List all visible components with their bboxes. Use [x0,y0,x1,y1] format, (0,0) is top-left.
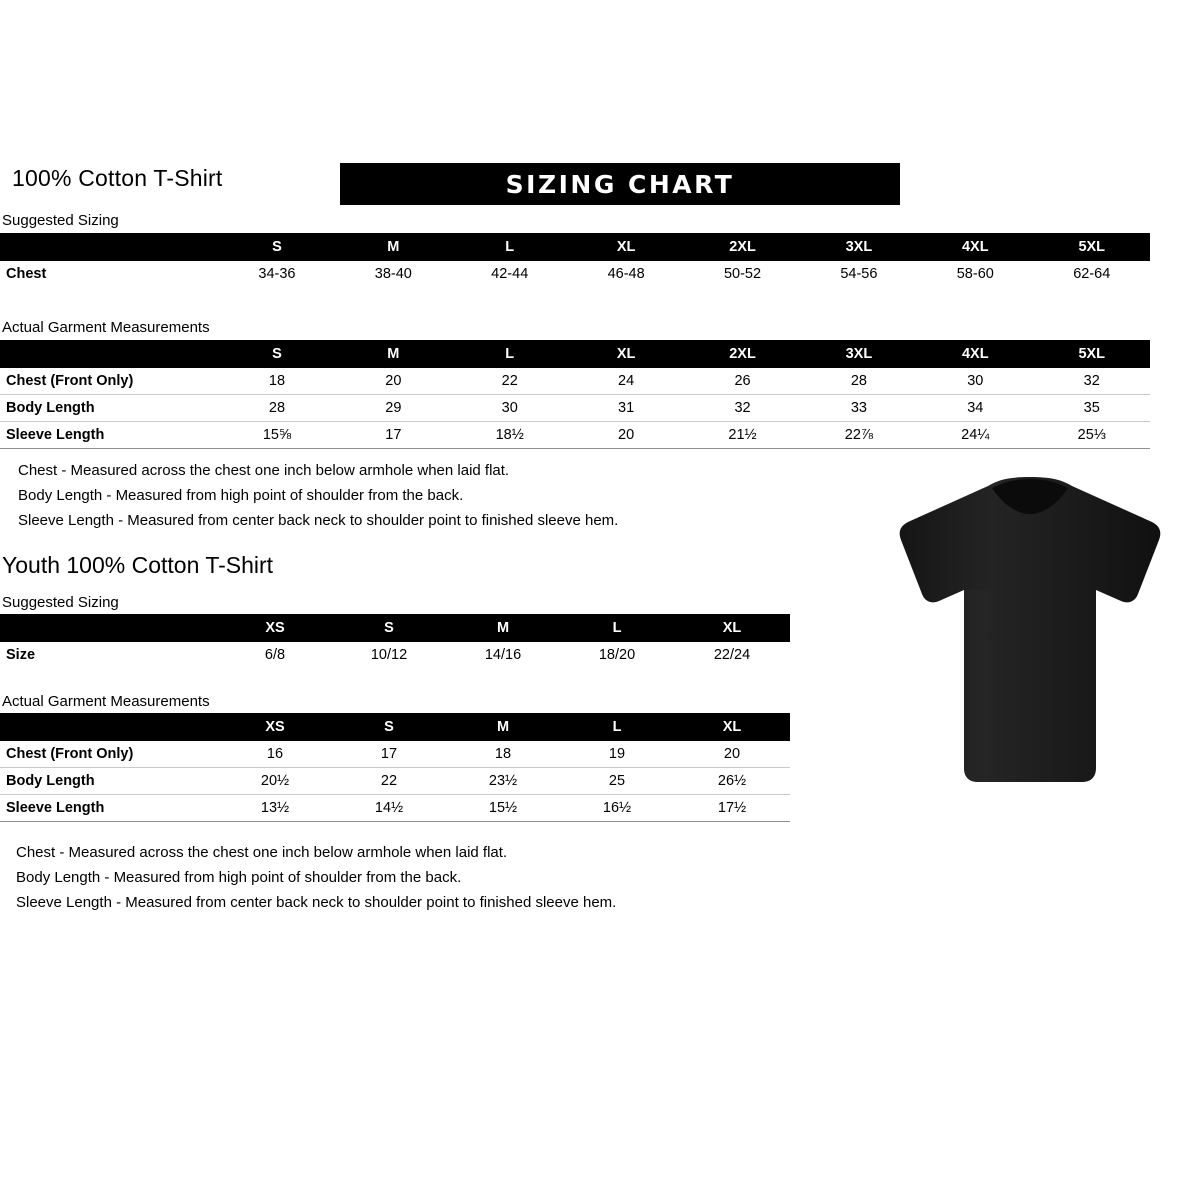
youth-suggested-sizing-label: Suggested Sizing [2,594,119,611]
table-cell: 16 [266,746,284,762]
column-header: XL [616,346,636,362]
table-cell: 24 [618,373,635,389]
adult-suggested-sizing-table [0,233,1150,287]
table-cell: 32 [1083,373,1100,389]
table-row [0,642,790,668]
table-cell: 14/16 [484,647,522,663]
youth-actual-measurements-label: Actual Garment Measurements [2,693,210,710]
table-cell: 30 [967,373,984,389]
table-cell: 34 [967,400,984,416]
table-row [0,795,790,822]
row-label: Body Length [6,400,95,416]
column-header: M [496,620,510,636]
table-cell: 29 [385,400,402,416]
table-cell: 25 [608,773,626,789]
column-header: S [384,719,394,735]
table-cell: 54-56 [840,266,878,282]
table-cell: 17½ [717,800,747,816]
table-cell: 62-64 [1073,266,1111,282]
table-cell: 50-52 [723,266,762,282]
table-cell: 33 [850,400,867,416]
column-header: 3XL [845,239,873,255]
row-label: Chest (Front Only) [6,746,134,762]
column-header [0,233,219,261]
column-header: XL [722,620,742,636]
table-cell: 20 [723,746,741,762]
table-header-row [0,233,1150,261]
youth-measurement-notes [16,840,616,915]
table-header-row [0,340,1150,368]
table-cell: 30 [501,400,518,416]
table-cell: 38-40 [374,266,412,282]
table-cell: 28 [268,400,286,416]
table-row [0,368,1150,395]
column-header: 4XL [961,239,989,255]
table-cell: 22 [380,773,398,789]
row-label: Chest [6,266,47,282]
table-cell: 17 [380,746,398,762]
note-line: Sleeve Length - Measured from center back neck to shoulder point to finished sleeve hem. [18,512,619,529]
column-header: XL [722,719,742,735]
adult-section-title: 100% Cotton T-Shirt [12,165,223,191]
column-header: L [505,239,515,255]
column-header: XS [265,719,285,735]
table-cell: 20 [618,427,635,443]
column-header: 2XL [729,346,756,362]
table-cell: 18/20 [598,647,636,663]
row-label: Chest (Front Only) [6,373,134,389]
table-cell: 46-48 [607,266,645,282]
table-cell: 18 [494,746,512,762]
column-header [0,614,218,642]
row-label: Sleeve Length [6,800,105,816]
tshirt-illustration [880,470,1180,810]
table-cell: 15⅝ [262,427,292,443]
column-header: 3XL [845,346,873,362]
table-row [0,768,790,795]
note-line: Sleeve Length - Measured from center back neck to shoulder point to finished sleeve hem. [16,894,617,911]
column-header: M [496,719,510,735]
row-label: Sleeve Length [6,427,105,443]
table-cell: 28 [850,373,867,389]
table-cell: 34-36 [258,266,296,282]
column-header: S [384,620,394,636]
table-cell: 20 [385,373,402,389]
table-cell: 20½ [260,773,290,789]
tshirt-icon [880,470,1180,810]
row-label: Body Length [6,773,95,789]
table-cell: 31 [618,400,635,416]
row-label: Size [6,647,36,663]
column-header: 4XL [961,346,989,362]
table-cell: 21½ [728,427,757,443]
column-header: L [505,346,515,362]
sizing-chart-banner: SIZING CHART [340,163,900,205]
table-cell: 18 [268,373,286,389]
column-header: M [387,346,400,362]
table-cell: 22⅞ [844,427,874,443]
table-header-row [0,713,790,741]
column-header: L [612,719,622,735]
table-cell: 18½ [495,427,524,443]
table-cell: 13½ [260,800,290,816]
note-line: Chest - Measured across the chest one inch below armhole when laid flat. [18,462,510,479]
column-header: XL [616,239,636,255]
note-line: Body Length - Measured from high point of shoulder from the back. [16,869,462,886]
youth-suggested-sizing-table [0,614,790,668]
table-cell: 32 [734,400,751,416]
column-header: XS [265,620,285,636]
table-cell: 16½ [602,800,632,816]
table-cell: 42-44 [491,266,529,282]
table-cell: 19 [608,746,626,762]
table-cell: 14½ [374,800,404,816]
column-header [0,713,218,741]
column-header: 2XL [729,239,756,255]
column-header [0,340,219,368]
note-line: Body Length - Measured from high point of shoulder from the back. [18,487,464,504]
table-cell: 17 [385,427,402,443]
table-cell: 22 [501,373,518,389]
adult-measurement-notes [18,458,618,533]
column-header: S [272,239,282,255]
table-cell: 6/8 [264,647,286,663]
table-row [0,395,1150,422]
table-cell: 35 [1083,400,1100,416]
table-cell: 23½ [488,773,518,789]
table-row [0,261,1150,287]
table-cell: 24¼ [961,427,990,443]
column-header: 5XL [1078,239,1106,255]
table-row [0,741,790,768]
youth-actual-measurements-table [0,713,790,822]
table-cell: 25⅓ [1077,427,1106,443]
table-cell: 58-60 [956,266,994,282]
adult-suggested-sizing-label: Suggested Sizing [2,212,119,229]
table-header-row [0,614,790,642]
column-header: M [387,239,400,255]
youth-section-title: Youth 100% Cotton T-Shirt [2,552,274,578]
adult-actual-measurements-label: Actual Garment Measurements [2,319,210,336]
table-cell: 26½ [717,773,747,789]
table-cell: 26 [734,373,751,389]
table-cell: 10/12 [370,647,408,663]
table-row [0,422,1150,449]
column-header: 5XL [1078,346,1106,362]
note-line: Chest - Measured across the chest one inch below armhole when laid flat. [16,844,508,861]
adult-actual-measurements-table [0,340,1150,449]
table-cell: 22/24 [713,647,751,663]
column-header: S [272,346,282,362]
table-cell: 15½ [488,800,518,816]
column-header: L [612,620,622,636]
